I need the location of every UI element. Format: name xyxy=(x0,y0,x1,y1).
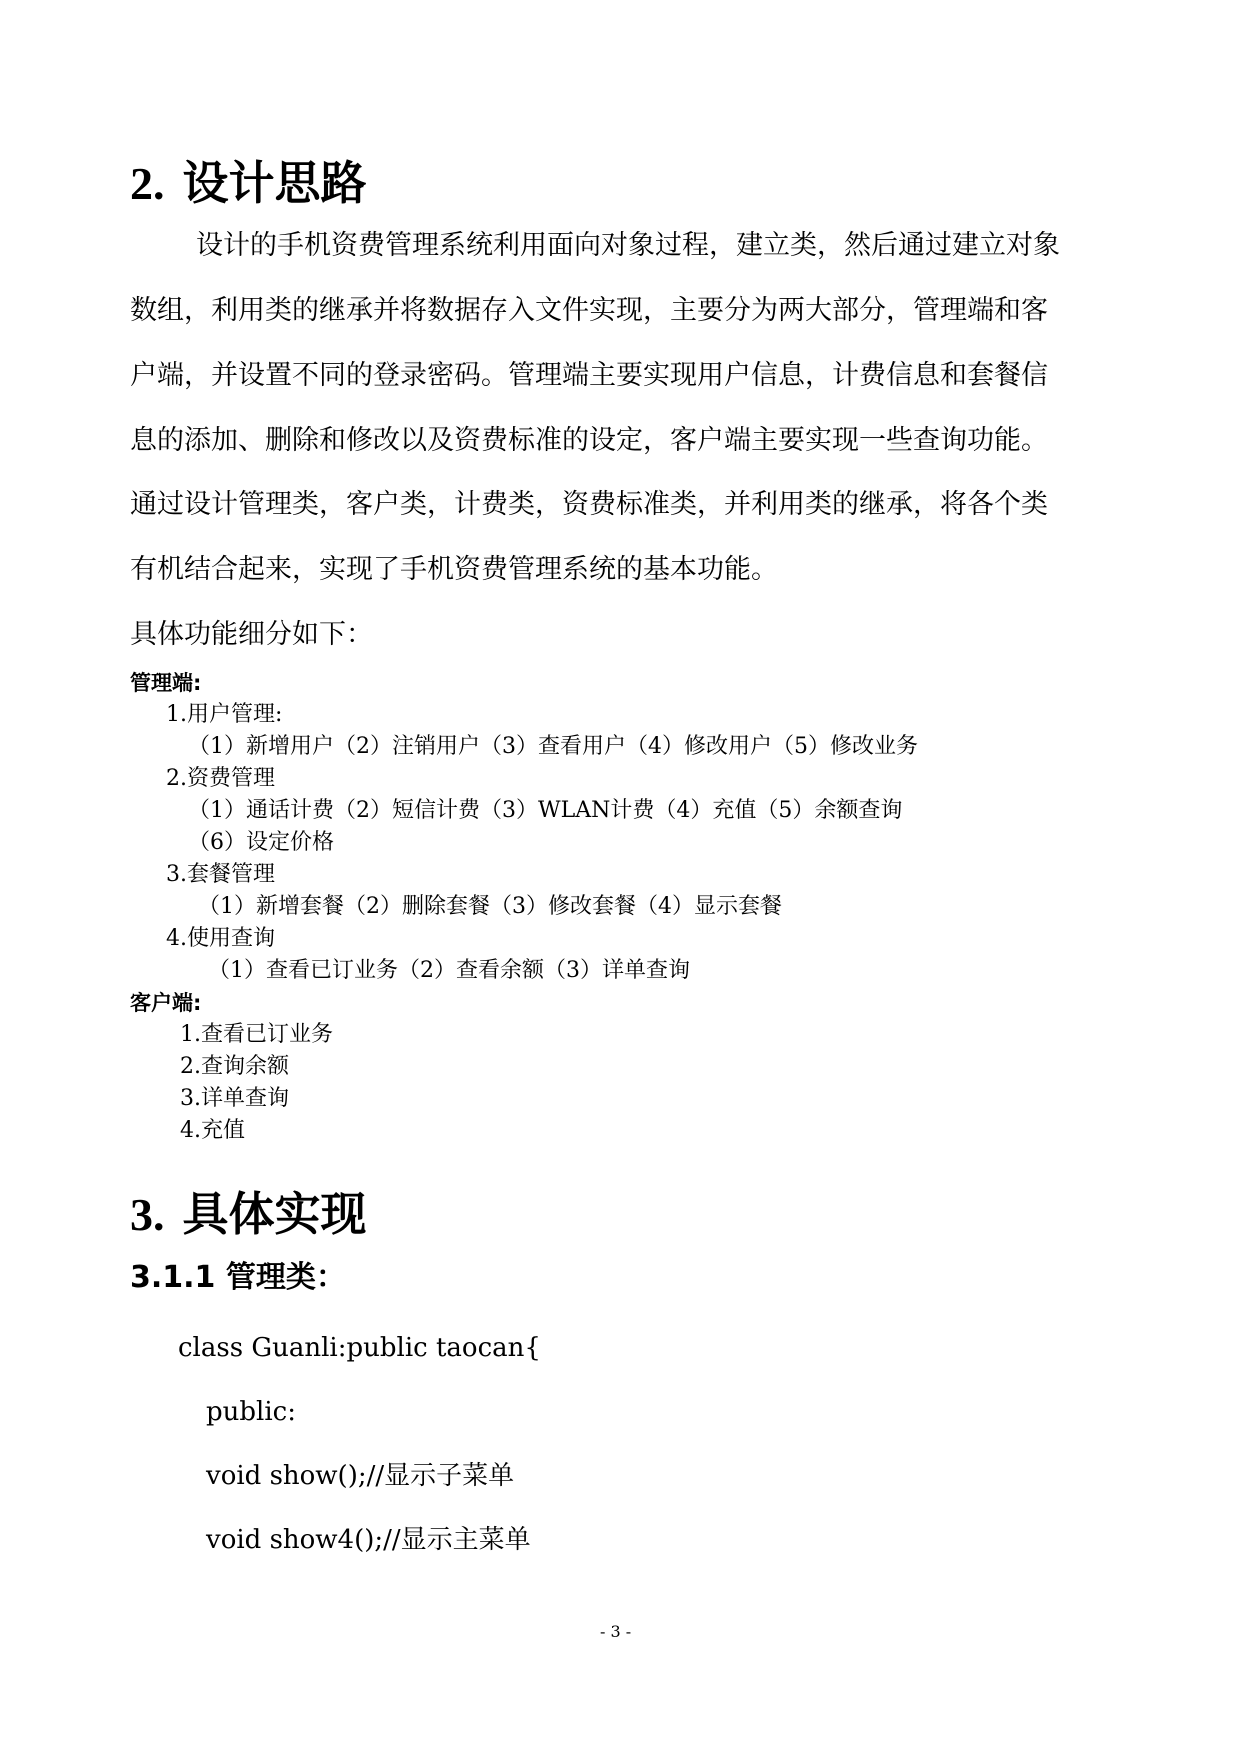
admin-item-1-sub: （1）新增用户（2）注销用户（3）查看用户（4）修改用户（5）修改业务 xyxy=(188,734,918,759)
paragraph-line-6: 有机结合起来，实现了手机资费管理系统的基本功能。 xyxy=(130,554,778,585)
admin-item-2-sub: （1）通话计费（2）短信计费（3）WLAN计费（4）充值（5）余额查询 xyxy=(188,798,903,823)
paragraph-line-1: 设计的手机资费管理系统利用面向对象过程，建立类，然后通过建立对象 xyxy=(196,230,1060,261)
admin-item-2: 2.资费管理 xyxy=(166,766,275,791)
client-item-1: 1.查看已订业务 xyxy=(180,1022,333,1047)
section-2-title: 设计思路 xyxy=(182,156,367,210)
client-label: 客户端: xyxy=(130,991,202,1015)
code-line-2: public: xyxy=(206,1397,296,1427)
client-item-2: 2.查询余额 xyxy=(180,1054,289,1079)
paragraph-line-4: 息的添加、删除和修改以及资费标准的设定，客户端主要实现一些查询功能。 xyxy=(130,425,1048,456)
section-3-number: 3. xyxy=(130,1189,165,1240)
code-line-1: class Guanli:public taocan{ xyxy=(178,1333,541,1363)
code-line-3: void show();//显示子菜单 xyxy=(206,1461,515,1491)
code-line-4: void show4();//显示主菜单 xyxy=(206,1525,531,1555)
page-number: - 3 - xyxy=(600,1622,632,1641)
paragraph-line-5: 通过设计管理类，客户类，计费类，资费标准类，并利用类的继承，将各个类 xyxy=(130,489,1048,520)
section-3-title: 具体实现 xyxy=(182,1187,367,1241)
admin-item-3-sub: （1）新增套餐（2）删除套餐（3）修改套餐（4）显示套餐 xyxy=(198,894,782,919)
admin-item-4: 4.使用查询 xyxy=(166,926,275,951)
admin-label: 管理端: xyxy=(130,671,202,695)
subsection-3-1-1-heading: 3.1.1 管理类： xyxy=(130,1260,346,1295)
admin-item-4-sub: （1）查看已订业务（2）查看余额（3）详单查询 xyxy=(208,958,690,983)
client-item-3: 3.详单查询 xyxy=(180,1086,289,1111)
paragraph-line-2: 数组，利用类的继承并将数据存入文件实现，主要分为两大部分，管理端和客 xyxy=(130,295,1048,326)
section-2-number: 2. xyxy=(130,158,165,209)
admin-item-2-sub-cont: （6）设定价格 xyxy=(188,830,334,855)
feature-intro: 具体功能细分如下： xyxy=(130,619,373,650)
admin-item-1: 1.用户管理: xyxy=(166,702,283,727)
admin-item-3: 3.套餐管理 xyxy=(166,862,275,887)
section-3-heading xyxy=(130,1186,367,1243)
paragraph-line-3: 户端，并设置不同的登录密码。管理端主要实现用户信息，计费信息和套餐信 xyxy=(130,360,1048,391)
client-item-4: 4.充值 xyxy=(180,1118,245,1143)
section-2-heading xyxy=(130,155,367,212)
